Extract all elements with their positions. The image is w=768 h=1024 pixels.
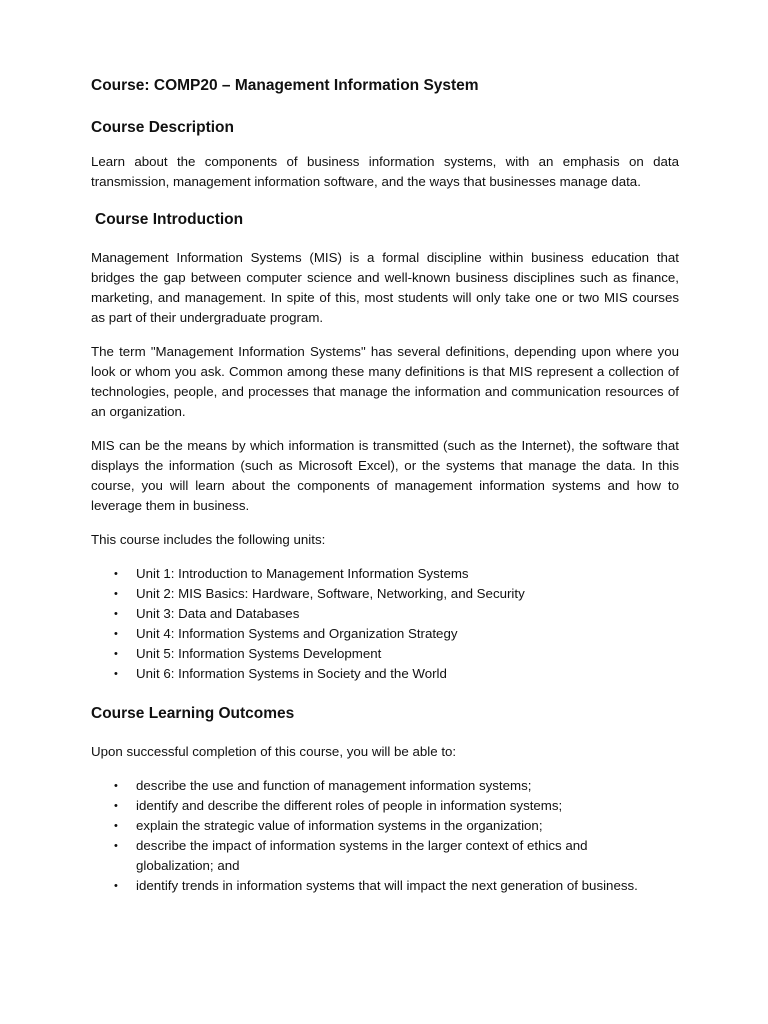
outcome-text: explain the strategic value of information systems in the organization; — [136, 818, 543, 833]
outcome-text: identify trends in information systems that will impact the next generation of business. — [136, 878, 638, 893]
bullet-icon: • — [114, 628, 118, 640]
list-item — [91, 876, 679, 896]
list-item — [91, 796, 679, 816]
learning-outcomes-heading: Course Learning Outcomes — [91, 705, 295, 722]
units-intro-text: This course includes the following units: — [91, 532, 326, 547]
bullet-icon: • — [114, 800, 118, 812]
course-title: Course: COMP20 – Management Information System — [91, 77, 479, 94]
unit-text: Unit 6: Information Systems in Society and the World — [136, 666, 447, 681]
unit-text: Unit 3: Data and Databases — [136, 606, 300, 621]
course-description-heading: Course Description — [91, 119, 234, 136]
bullet-icon: • — [114, 568, 118, 580]
list-item — [91, 816, 679, 836]
bullet-icon: • — [114, 608, 118, 620]
list-item — [91, 584, 679, 604]
bullet-icon: • — [114, 880, 118, 892]
outcomes-list — [91, 776, 679, 896]
document-page — [91, 74, 679, 896]
outcome-text: identify and describe the different roles of people in information systems; — [136, 798, 563, 813]
bullet-icon: • — [114, 820, 118, 832]
course-description-text: Learn about the components of business information systems, with an emphasis on data transmission, management information software, and the ways that businesses manage data. — [91, 154, 679, 189]
outcomes-intro-text: Upon successful completion of this course, you will be able to: — [91, 744, 457, 759]
unit-text: Unit 1: Introduction to Management Information Systems — [136, 566, 469, 581]
units-list — [91, 564, 679, 684]
outcome-text: describe the use and function of management information systems; — [136, 778, 532, 793]
list-item — [91, 836, 679, 876]
list-item — [91, 604, 679, 624]
bullet-icon: • — [114, 840, 118, 852]
list-item — [91, 644, 679, 664]
list-item — [91, 664, 679, 684]
course-introduction-heading: Course Introduction — [95, 211, 244, 228]
outcome-text: describe the impact of information systems in the larger context of ethics and globalization; and — [136, 838, 588, 873]
bullet-icon: • — [114, 780, 118, 792]
bullet-icon: • — [114, 588, 118, 600]
bullet-icon: • — [114, 648, 118, 660]
intro-paragraph-1: Management Information Systems (MIS) is a formal discipline within business education that bridges the gap between computer science and well-known business disciplines such as finance, marketing, and management. In spite of this, most students will only take one or two MIS courses as part of their undergraduate program. — [91, 250, 679, 325]
list-item — [91, 564, 679, 584]
bullet-icon: • — [114, 668, 118, 680]
intro-paragraph-3: MIS can be the means by which information is transmitted (such as the Internet), the software that displays the information (such as Microsoft Excel), or the systems that manage the data. In this course, you will learn about the components of management information systems and how to leverage them in business. — [91, 438, 679, 513]
list-item — [91, 624, 679, 644]
intro-paragraph-2: The term "Management Information Systems" has several definitions, depending upon where you look or whom you ask. Common among these many definitions is that MIS represent a collection of technologies, people, and processes that manage the information and communication resources of an organization. — [91, 344, 679, 419]
unit-text: Unit 2: MIS Basics: Hardware, Software, Networking, and Security — [136, 586, 525, 601]
unit-text: Unit 5: Information Systems Development — [136, 646, 382, 661]
unit-text: Unit 4: Information Systems and Organization Strategy — [136, 626, 458, 641]
list-item — [91, 776, 679, 796]
